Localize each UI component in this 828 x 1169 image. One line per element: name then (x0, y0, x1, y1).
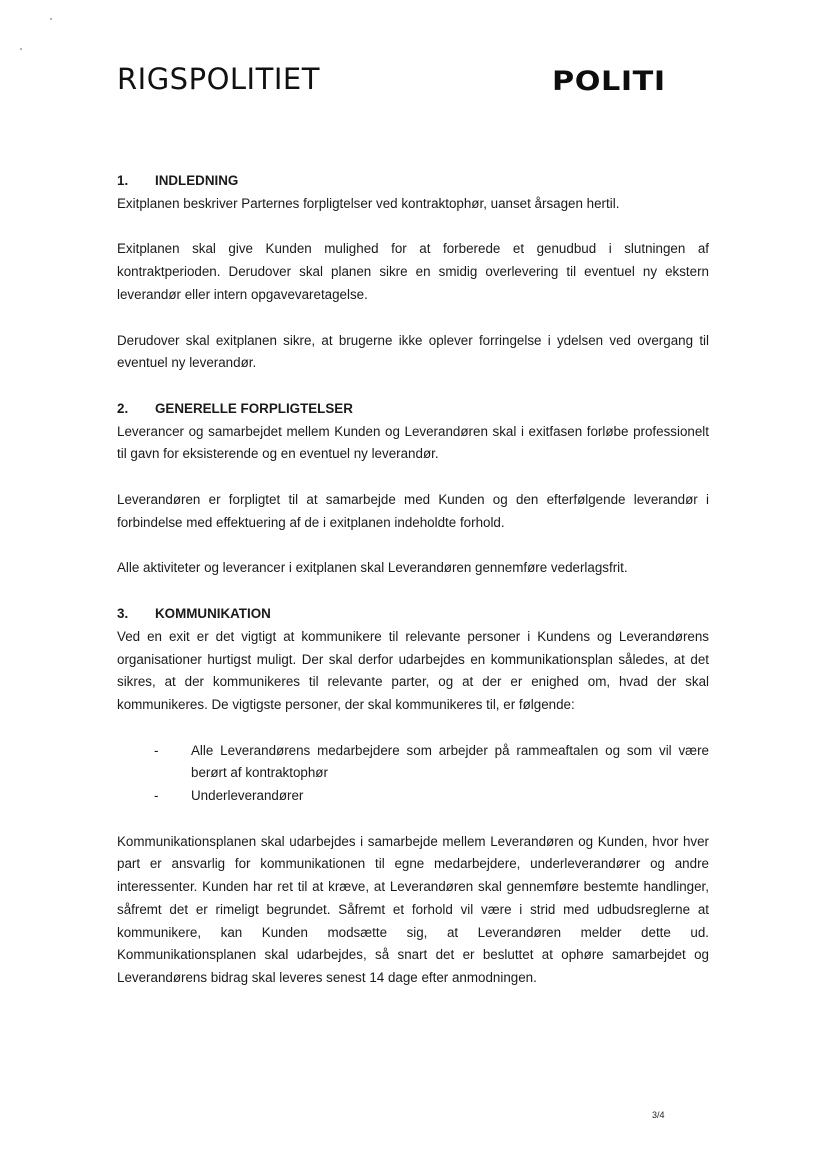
politi-logo: POLITI (552, 66, 666, 97)
organization-title: RIGSPOLITIET (117, 62, 320, 96)
bullet-list (117, 740, 709, 808)
paragraph: Derudover skal exitplanen sikre, at brugerne ikke oplever forringelse i ydelsen ved overgang til eventuel ny leverandør. (117, 332, 709, 371)
list-item (117, 740, 709, 785)
list-item-text: Alle Leverandørens medarbejdere som arbejder på rammeaftalen og som vil være berørt af kontraktophør (191, 742, 709, 781)
scan-speck (50, 18, 52, 20)
section-heading (117, 398, 709, 421)
dash-marker: - (154, 788, 159, 804)
section-number: 1. (117, 173, 129, 188)
section-heading (117, 603, 709, 626)
paragraph: Leverancer og samarbejdet mellem Kunden og Leverandøren skal i exitfasen forløbe professionelt til gavn for eksisterende og en eventuel ny leverandør. (117, 423, 709, 462)
page-number: 3/4 (652, 1110, 665, 1120)
paragraph: Exitplanen beskriver Parternes forpligtelser ved kontraktophør, uanset årsagen hertil. (117, 195, 620, 211)
section-title: INDLEDNING (155, 173, 239, 188)
section-generelle-forpligtelser (117, 398, 709, 580)
section-number: 3. (117, 606, 129, 622)
section-title: GENERELLE FORPLIGTELSER (155, 400, 353, 416)
section-indledning (117, 170, 709, 375)
section-number: 2. (117, 400, 129, 416)
document-body (117, 170, 709, 1013)
section-heading (117, 170, 709, 193)
section-kommunikation (117, 603, 709, 990)
scan-speck (20, 48, 22, 50)
dash-marker: - (154, 742, 159, 758)
paragraph: Leverandøren er forpligtet til at samarbejde med Kunden og den efterfølgende leverandør i forbindelse med effektuering af de i exitplanen indeholdte forhold. (117, 492, 709, 530)
paragraph: Alle aktiviteter og leverancer i exitplanen skal Leverandøren gennemføre vederlagsfrit. (117, 560, 628, 576)
list-item (117, 785, 709, 808)
section-title: KOMMUNIKATION (155, 606, 271, 622)
list-item-text: Underleverandører (191, 788, 304, 804)
paragraph: Exitplanen skal give Kunden mulighed for at forberede et genudbud i slutningen af kontraktperioden. Derudover skal planen sikre en smidig overlevering til eventuel ny ekstern leverandør eller intern opgavevaretagelse. (117, 241, 709, 302)
paragraph: Ved en exit er det vigtigt at kommunikere til relevante personer i Kundens og Leverandørens organisationer hurtigst muligt. Der skal derfor udarbejdes en kommunikationsplan således, at det sikres, at der kommunikeres til relevante parter, og at der er enighed om, hvad der skal kommunikeres. De vigtigste personer, der skal kommunikeres til, er følgende: (117, 628, 709, 712)
paragraph: Kommunikationsplanen skal udarbejdes i samarbejde mellem Leverandøren og Kunden, hvor hver part er ansvarlig for kommunikationen til egne medarbejdere, underleverandører og andre interessenter. Kunden har ret til at kræve, at Leverandøren skal gennemføre bestemte handlinger, såfremt det er rimeligt begrundet. Såfremt et forhold vil være i strid med udbudsreglerne at kommunikere, kan Kunden modsætte sig, at Leverandøren melder dette ud. Kommunikationsplanen skal udarbejdes, så snart det er besluttet at ophøre samarbejdet og Leverandørens bidrag skal leveres senest 14 dage efter anmodningen. (117, 833, 709, 985)
